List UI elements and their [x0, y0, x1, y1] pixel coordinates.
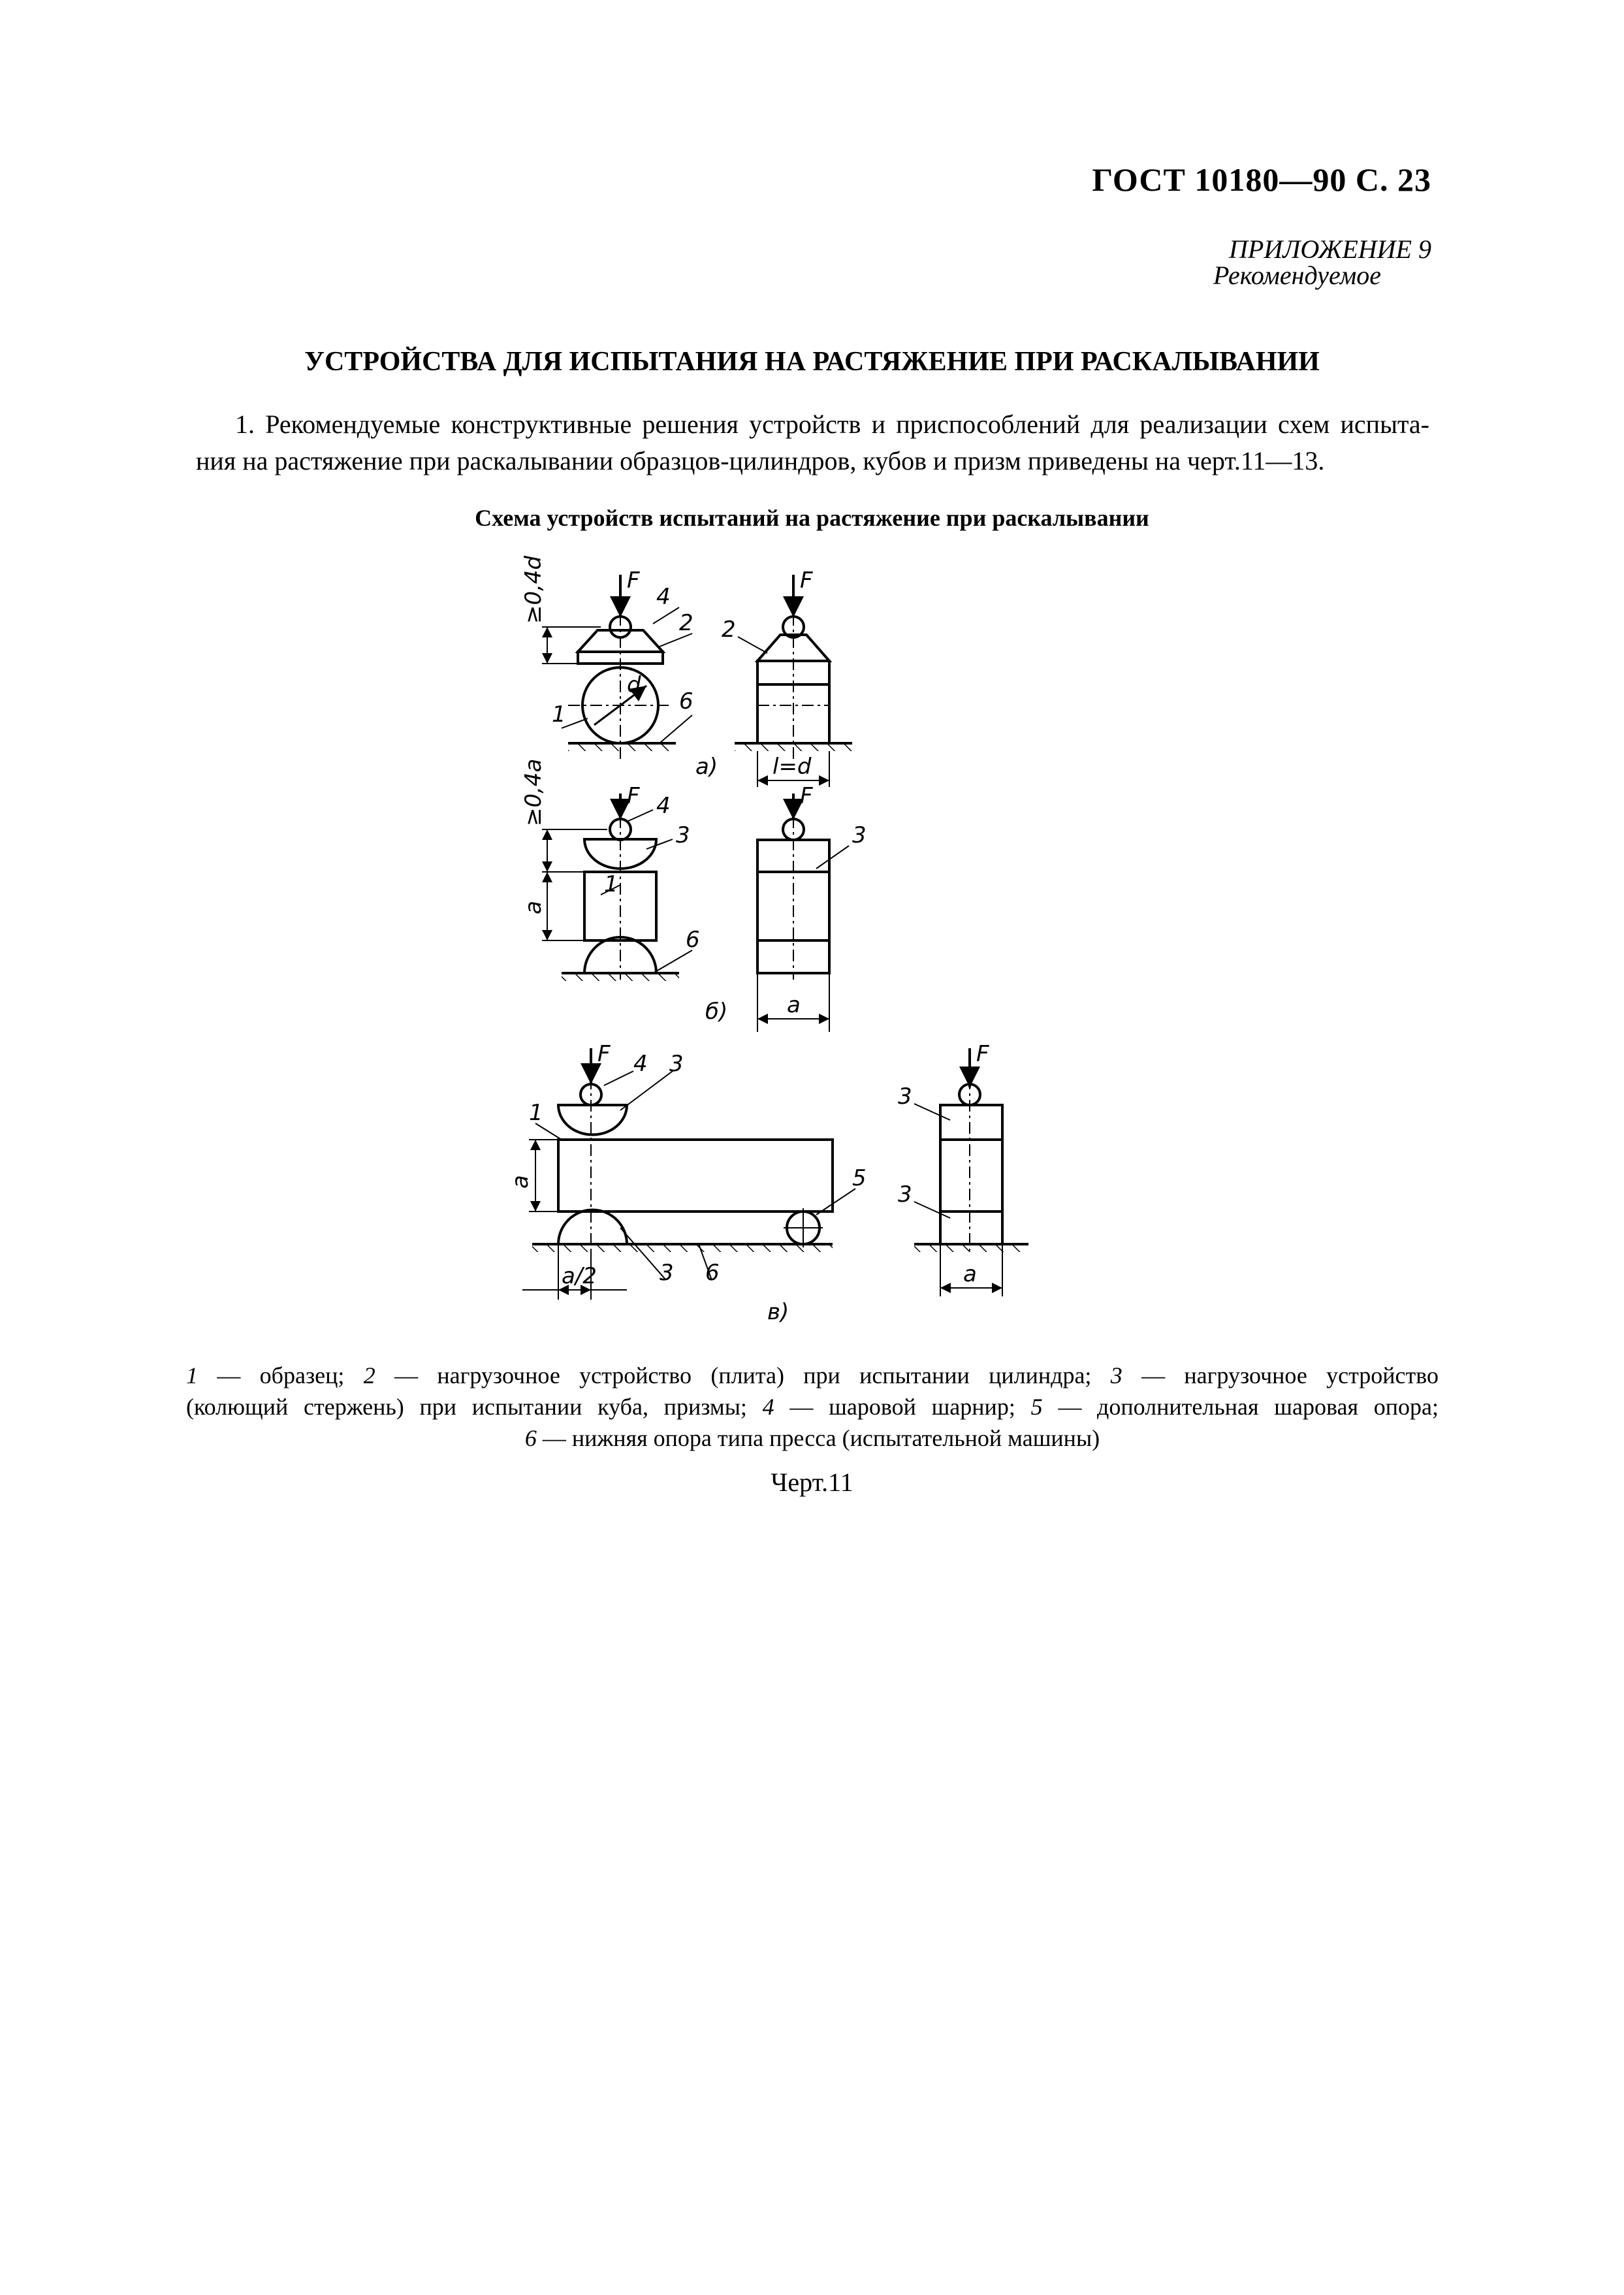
- legend-num-1: 1: [186, 1362, 198, 1388]
- label-6-b: 6: [686, 927, 700, 953]
- dim-04d: ≥0,4d: [520, 555, 547, 624]
- label-4-v: 4: [633, 1051, 648, 1077]
- label-force-v1: F: [597, 1041, 611, 1067]
- dim-a2: a/2: [562, 1263, 597, 1289]
- subfig-a: а): [695, 754, 718, 780]
- fig-b-right: [757, 794, 849, 1032]
- fig-v-right: [914, 1048, 1028, 1296]
- subfig-v: в): [767, 1299, 789, 1325]
- legend-num-4: 4: [762, 1394, 774, 1420]
- legend-row-2: [186, 1391, 1439, 1422]
- label-5-v: 5: [852, 1165, 867, 1191]
- legend-num-5: 5: [1030, 1394, 1043, 1420]
- label-2-a-right: 2: [722, 617, 736, 643]
- label-3-v-right-bottom: 3: [898, 1181, 912, 1208]
- label-3-b-right: 3: [852, 822, 867, 848]
- legend-text-3: — нагрузочное устройство: [1122, 1362, 1439, 1388]
- dim-04a: ≥0,4a: [520, 758, 547, 826]
- label-1-a: 1: [552, 701, 566, 728]
- appendix-subtitle: Рекомендуемое: [1213, 261, 1381, 290]
- label-6-v: 6: [705, 1260, 720, 1286]
- legend-text-4: — шаровой шарнир;: [774, 1394, 1015, 1420]
- label-2-a: 2: [679, 610, 693, 636]
- dim-a-b: a: [520, 901, 547, 914]
- legend-text-3b: (колющий стержень) при испытании куба, призмы;: [186, 1394, 747, 1420]
- legend-row-1: [186, 1360, 1439, 1391]
- dim-a-v-right: a: [963, 1261, 977, 1287]
- dim-a-v: a: [507, 1175, 533, 1189]
- legend-text-1: — образец;: [198, 1362, 345, 1388]
- dim-a-b-right: a: [787, 992, 801, 1018]
- legend: [186, 1360, 1439, 1454]
- label-force-b2: F: [800, 783, 813, 809]
- label-force-v2: F: [976, 1041, 989, 1067]
- label-1-b: 1: [604, 871, 618, 897]
- appendix-title: ПРИЛОЖЕНИЕ 9: [1229, 234, 1431, 264]
- label-4-a: 4: [656, 584, 671, 610]
- label-force-a1: F: [627, 568, 640, 594]
- label-3-v-right-top: 3: [898, 1083, 912, 1110]
- legend-text-5: — дополнительная шаровая опора;: [1042, 1394, 1439, 1420]
- legend-num-3: 3: [1110, 1362, 1122, 1388]
- fig-v-left: [522, 1048, 855, 1300]
- scheme-title: Схема устройств испытаний на растяжение при раскалывании: [475, 505, 1149, 531]
- label-4-b: 4: [656, 793, 671, 819]
- paragraph-line-2: ния на растяжение при раскалывании образцов-цилиндров, кубов и призм приведены на черт.11—13.: [196, 446, 1325, 475]
- label-force-b1: F: [627, 783, 640, 809]
- paragraph-line-1: 1. Рекомендуемые конструктивные решения устройств и приспособлений для реализации схем испыта-: [235, 409, 1429, 439]
- legend-num-6: 6: [524, 1425, 537, 1451]
- legend-text-2: — нагрузочное устройство (плита) при испытании цилиндра;: [375, 1362, 1092, 1388]
- dim-l: l=d: [772, 754, 812, 780]
- figure-caption: Черт.11: [771, 1468, 853, 1497]
- label-1-v: 1: [529, 1100, 543, 1126]
- label-force-a2: F: [800, 568, 813, 594]
- legend-row-3: [186, 1422, 1439, 1454]
- label-3-b: 3: [676, 822, 690, 848]
- page-header: ГОСТ 10180—90 С. 23: [1092, 161, 1431, 198]
- legend-text-6: — нижняя опора типа пресса (испытательной машины): [536, 1425, 1100, 1451]
- label-6-a: 6: [679, 688, 693, 714]
- label-3-v-bottom: 3: [660, 1260, 674, 1286]
- subfig-b: б): [705, 999, 728, 1025]
- label-3-v: 3: [669, 1051, 684, 1077]
- legend-num-2: 2: [363, 1362, 375, 1388]
- label-d: d: [627, 672, 641, 698]
- main-title: УСТРОЙСТВА ДЛЯ ИСПЫТАНИЯ НА РАСТЯЖЕНИЕ ПРИ РАСКАЛЫВАНИИ: [304, 347, 1320, 377]
